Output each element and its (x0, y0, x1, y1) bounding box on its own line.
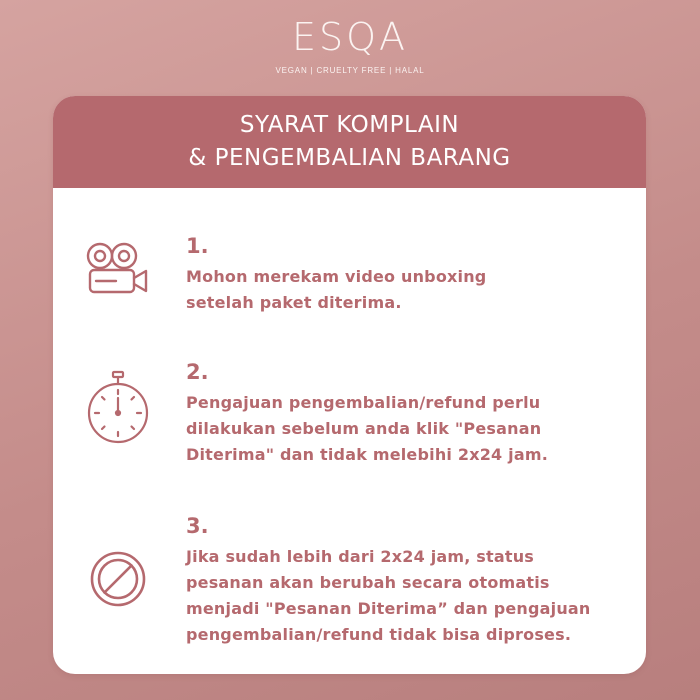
header-title-line-2: & PENGEMBALIAN BARANG (188, 145, 511, 171)
brand-tagline: VEGAN | CRUELTY FREE | HALAL (275, 66, 425, 75)
item-1-line-1: Mohon merekam video unboxing (186, 267, 487, 286)
brand (0, 14, 700, 75)
item-3-line-1: Jika sudah lebih dari 2x24 jam, status (186, 547, 535, 566)
item-3-line-2: pesanan akan berubah secara otomatis (186, 573, 550, 592)
item-3-number: 3. (186, 514, 209, 538)
item-3-line-3: menjadi "Pesanan Diterima” dan pengajuan (186, 599, 591, 618)
stopwatch-icon (78, 368, 158, 448)
item-2-line-3: Diterima" dan tidak melebihi 2x24 jam. (186, 445, 548, 464)
item-2-number: 2. (186, 360, 209, 384)
item-2-line-1: Pengajuan pengembalian/refund perlu (186, 393, 541, 412)
item-3-line-4: pengembalian/refund tidak bisa diproses. (186, 625, 572, 644)
info-card (53, 96, 646, 674)
item-1-number: 1. (186, 234, 209, 258)
video-camera-icon (78, 232, 158, 312)
item-1-text (186, 264, 636, 316)
brand-logo: ESQA (291, 15, 409, 59)
item-2-text (186, 390, 636, 468)
item-2-line-2: dilakukan sebelum anda klik "Pesanan (186, 419, 542, 438)
item-3-text (186, 544, 636, 648)
header-title-line-1: SYARAT KOMPLAIN (239, 112, 460, 138)
prohibited-icon (78, 539, 158, 619)
card-header (53, 96, 646, 188)
item-1-line-2: setelah paket diterima. (186, 293, 402, 312)
